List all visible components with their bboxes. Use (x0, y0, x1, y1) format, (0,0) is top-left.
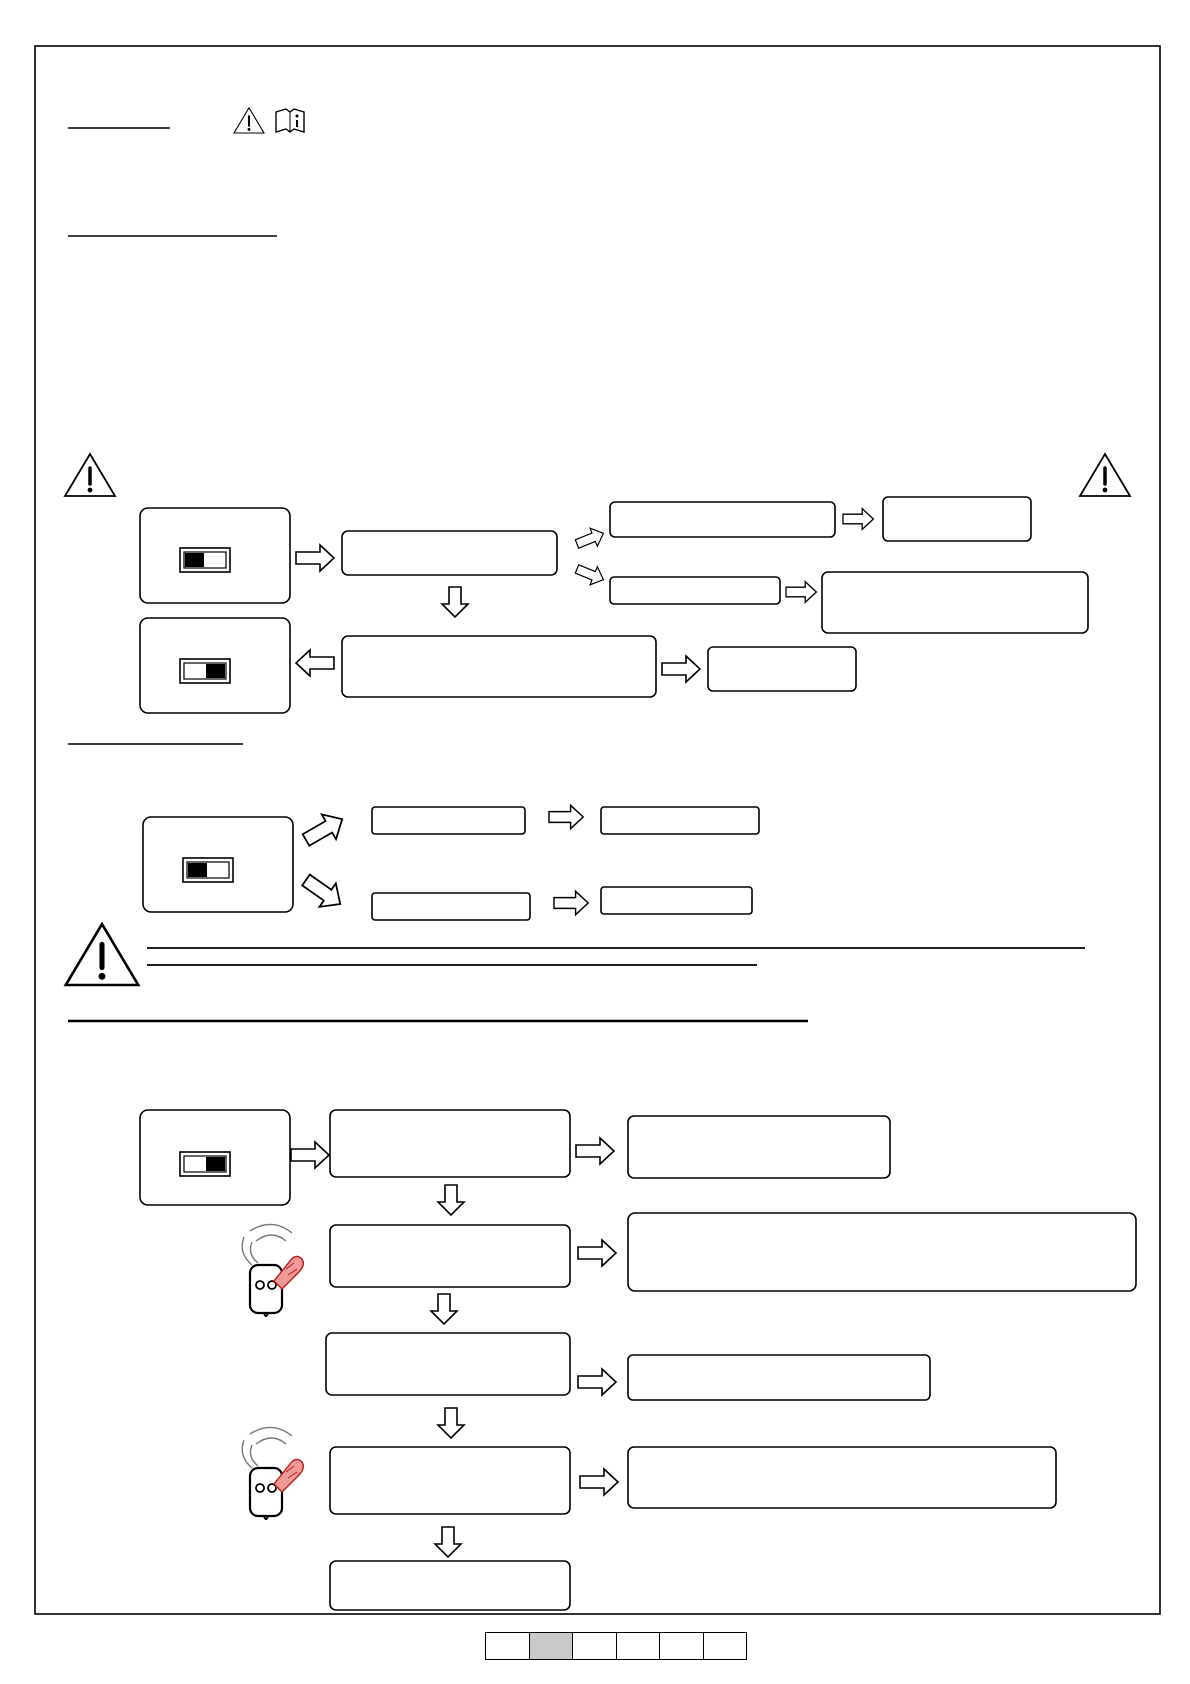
warning-icon (65, 454, 115, 496)
flow-box (628, 1355, 930, 1400)
arrow-icon (549, 805, 583, 828)
arrow-icon (442, 587, 468, 617)
arrow-icon (573, 524, 607, 553)
dip-switch-icon (206, 1157, 225, 1171)
dip-switch-panel-off (143, 817, 293, 912)
remote-control-icon (242, 1427, 303, 1519)
flow-box (610, 577, 780, 604)
arrow-icon (578, 1369, 616, 1395)
dip-switch-panel-off (140, 508, 290, 603)
flow-box (601, 887, 752, 914)
arrow-icon (573, 560, 607, 589)
remote-control-icon (242, 1224, 303, 1316)
arrow-icon (786, 582, 816, 603)
flow-box (330, 1447, 570, 1514)
dip-switch-panel-on (140, 1110, 290, 1205)
flow-box (342, 531, 557, 575)
arrow-icon (843, 509, 873, 530)
page-cell (617, 1633, 661, 1659)
arrow-icon (578, 1240, 616, 1266)
flow-box (601, 807, 759, 834)
warning-icon (234, 108, 264, 133)
flow-box (628, 1213, 1136, 1291)
flow-box (883, 497, 1031, 541)
flow-box (342, 636, 656, 697)
dip-switch-icon (188, 863, 207, 877)
arrow-icon (580, 1469, 618, 1495)
flow-box (372, 807, 525, 834)
flow-box (326, 1333, 570, 1395)
flow-box (822, 572, 1088, 633)
warning-icon (1080, 454, 1130, 496)
arrow-icon (576, 1138, 614, 1164)
arrow-icon (662, 656, 700, 682)
arrow-icon (554, 891, 588, 914)
dip-switch-icon (206, 664, 225, 678)
page-cell (704, 1633, 747, 1659)
flow-box (628, 1116, 890, 1178)
arrow-icon (299, 807, 349, 853)
dip-switch-icon (185, 553, 204, 567)
manual-info-icon (276, 109, 304, 132)
warning-icon (66, 924, 139, 985)
arrow-icon (438, 1408, 464, 1438)
flow-box (610, 502, 835, 537)
flow-box (628, 1447, 1056, 1508)
page-cell (660, 1633, 704, 1659)
flow-box (330, 1225, 570, 1287)
arrow-icon (291, 1142, 329, 1168)
flow-box (330, 1110, 570, 1177)
arrow-icon (431, 1294, 457, 1324)
page-cell (530, 1633, 574, 1659)
arrow-icon (438, 1185, 464, 1215)
dip-switch-panel-on (140, 618, 290, 713)
page-indicator (485, 1632, 747, 1660)
page-cell (486, 1633, 530, 1659)
flow-box (330, 1561, 570, 1610)
flow-box (708, 647, 856, 691)
page-cell (573, 1633, 617, 1659)
arrow-icon (296, 545, 334, 571)
arrow-icon (298, 868, 349, 915)
arrow-icon (435, 1527, 461, 1557)
arrow-icon (296, 650, 334, 676)
flow-box (372, 893, 530, 920)
